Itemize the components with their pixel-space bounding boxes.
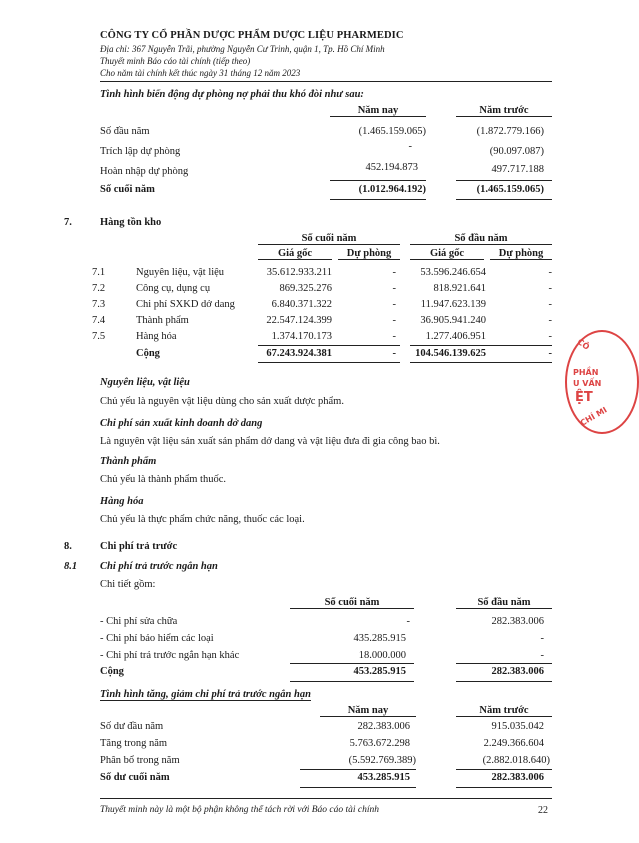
inventory-row-no: 7.3 [92,299,106,310]
movement-title: Tình hình tăng, giảm chi phí trả trước ngắn hạn [100,689,311,700]
inventory-row-begin-prov: - [548,267,552,278]
section-title: Chi phí trả trước [100,541,178,552]
inventory-row-label: Chi phí SXKD dở dang [136,299,235,310]
inventory-row-no: 7.4 [92,315,106,326]
inventory-row-begin-cost: 11.947.623.139 [420,299,486,310]
note-title: Thành phẩm [100,456,157,467]
subsection-number: 8.1 [64,561,78,572]
movement-row-prior: 2.249.366.604 [483,738,544,749]
inventory-total-underline [410,362,552,363]
inventory-row-begin-prov: - [548,283,552,294]
inventory-row-begin-cost: 36.905.941.240 [420,315,486,326]
inventory-end-year: Số cuối năm [258,233,400,245]
inventory-row-end-prov: - [392,315,396,326]
inventory-row-end-prov: - [392,331,396,342]
prepaid-row-end: 435.285.915 [353,633,406,644]
seal-text: U VẤN [573,379,602,388]
footer-divider [100,798,552,799]
inventory-row-begin-cost: 53.596.246.654 [420,267,486,278]
note-text: Chủ yếu là thành phẩm thuốc. [100,474,226,485]
prepaid-row-begin: - [540,650,544,661]
provision-row-label: Hoàn nhập dự phòng [100,166,189,177]
inventory-row-end-cost: 22.547.124.399 [266,315,332,326]
provision-total-underline [330,199,426,200]
provision-total-prior: (1.465.159.065) [476,184,544,195]
footer-note: Thuyết minh này là một bộ phận không thể tách rời với Báo cáo tài chính [100,805,380,815]
provision-row-prior: (1.872.779.166) [476,126,544,137]
inventory-row-end-prov: - [392,299,396,310]
company-seal [565,330,639,434]
inventory-total-label: Cộng [136,348,160,359]
section-number: 7. [64,217,72,228]
inventory-row-begin-prov: - [548,299,552,310]
inventory-col-provision: Dự phòng [338,248,400,260]
movement-row-current: 5.763.672.298 [349,738,410,749]
prepaid-total-rule [456,663,552,664]
inventory-total-begin-prov: - [548,348,552,359]
movement-row-label: Số dư đầu năm [100,721,164,732]
provision-total-rule [456,180,552,181]
provision-row-current: (1.465.159.065) [358,126,426,137]
inventory-row-no: 7.5 [92,331,106,342]
prepaid-total-underline [290,681,414,682]
inventory-row-begin-prov: - [548,315,552,326]
section-title: Hàng tồn kho [100,217,162,228]
prepaid-row-label: - Chi phí trả trước ngắn hạn khác [100,650,240,661]
provision-row-label: Số đầu năm [100,126,150,137]
page-number: 22 [538,805,548,816]
movement-total-rule [456,769,552,770]
seal-text: CÔ [575,337,592,352]
header-divider [100,81,552,82]
movement-row-prior: (2.882.018.640) [482,755,550,766]
prepaid-row-label: - Chi phí sửa chữa [100,616,178,627]
inventory-col-cost: Giá gốc [410,248,484,260]
inventory-row-no: 7.1 [92,267,106,278]
details-label: Chi tiết gồm: [100,579,156,590]
movement-row-label: Phân bổ trong năm [100,755,180,766]
prepaid-row-end: 18.000.000 [358,650,406,661]
company-address: Địa chỉ: 367 Nguyễn Trãi, phường Nguyễn Cư Trinh, quận 1, Tp. Hồ Chí Minh [100,44,385,54]
seal-text: ỆT [575,390,593,405]
prepaid-row-label: - Chi phí bảo hiểm các loại [100,633,214,644]
movement-col-prior: Năm trước [456,705,552,717]
inventory-total-rule [258,345,400,346]
note-title: Nguyên liệu, vật liệu [100,377,190,388]
inventory-row-label: Công cụ, dụng cụ [136,283,211,294]
inventory-row-end-cost: 869.325.276 [279,283,332,294]
inventory-row-end-cost: 1.374.170.173 [271,331,332,342]
inventory-total-rule [410,345,552,346]
report-period: Cho năm tài chính kết thúc ngày 31 tháng 12 năm 2023 [100,68,301,78]
provision-row-prior: 497.717.188 [491,164,544,175]
inventory-total-begin-cost: 104.546.139.625 [415,348,486,359]
movement-row-prior: 915.035.042 [491,721,544,732]
provision-total-underline [456,199,552,200]
prepaid-total-rule [290,663,414,664]
provision-col-prior: Năm trước [456,105,552,117]
inventory-row-label: Thành phẩm [136,315,189,326]
prepaid-col-end: Số cuối năm [290,597,414,609]
inventory-col-cost: Giá gốc [258,248,332,260]
section-number: 8. [64,541,72,552]
movement-total-rule [300,769,416,770]
report-subtitle: Thuyết minh Báo cáo tài chính (tiếp theo) [100,56,251,66]
provision-total-current: (1.012.964.192) [358,184,426,195]
prepaid-row-begin: - [540,633,544,644]
movement-total-underline [300,787,416,788]
movement-row-current: 282.383.006 [357,721,410,732]
note-text: Chủ yếu là nguyên vật liệu dùng cho sản xuất dược phẩm. [100,396,344,407]
inventory-col-provision: Dự phòng [490,248,552,260]
inventory-row-begin-prov: - [548,331,552,342]
prepaid-row-begin: 282.383.006 [491,616,544,627]
provision-row-current: 452.194.873 [365,162,418,173]
note-text: Là nguyên vật liệu sản xuất sản phẩm dở dang và vật liệu đưa đi gia công bao bì. [100,436,440,447]
provision-total-label: Số cuối năm [100,184,155,195]
inventory-begin-year: Số đầu năm [410,233,552,245]
provision-title: Tình hình biến động dự phòng nợ phải thu khó đòi như sau: [100,89,364,100]
provision-total-rule [330,180,426,181]
movement-row-label: Tăng trong năm [100,738,168,749]
prepaid-total-end: 453.285.915 [353,666,406,677]
inventory-row-end-prov: - [392,283,396,294]
movement-row-current: (5.592.769.389) [348,755,416,766]
provision-row-prior: (90.097.087) [489,146,544,157]
subsection-title: Chi phí trả trước ngắn hạn [100,561,218,572]
company-name: CÔNG TY CỔ PHẦN DƯỢC PHẨM DƯỢC LIỆU PHARMEDIC [100,30,404,41]
movement-total-label: Số dư cuối năm [100,772,170,783]
prepaid-row-end: - [406,616,410,627]
prepaid-total-label: Cộng [100,666,124,677]
seal-text: PHẦN [573,368,599,377]
prepaid-total-underline [456,681,552,682]
note-title: Hàng hóa [100,496,144,507]
movement-total-current: 453.285.915 [357,772,410,783]
provision-col-current: Năm nay [330,105,426,117]
provision-row-label: Trích lập dự phòng [100,146,181,157]
note-title: Chi phí sản xuất kinh doanh dở dang [100,418,263,429]
inventory-row-end-prov: - [392,267,396,278]
movement-total-underline [456,787,552,788]
inventory-row-begin-cost: 1.277.406.951 [425,331,486,342]
inventory-row-no: 7.2 [92,283,106,294]
prepaid-total-begin: 282.383.006 [491,666,544,677]
inventory-row-label: Hàng hóa [136,331,177,342]
inventory-row-end-cost: 35.612.933.211 [266,267,332,278]
inventory-row-label: Nguyên liệu, vật liệu [136,267,225,278]
inventory-total-underline [258,362,400,363]
inventory-row-begin-cost: 818.921.641 [433,283,486,294]
movement-total-prior: 282.383.006 [491,772,544,783]
movement-col-current: Năm nay [320,705,416,717]
prepaid-col-begin: Số đầu năm [456,597,552,609]
provision-row-current: - [408,141,412,152]
note-text: Chủ yếu là thực phẩm chức năng, thuốc các loại. [100,514,305,525]
seal-text: CHÍ MI [578,405,609,428]
inventory-total-end-cost: 67.243.924.381 [266,348,332,359]
inventory-row-end-cost: 6.840.371.322 [271,299,332,310]
inventory-total-end-prov: - [392,348,396,359]
